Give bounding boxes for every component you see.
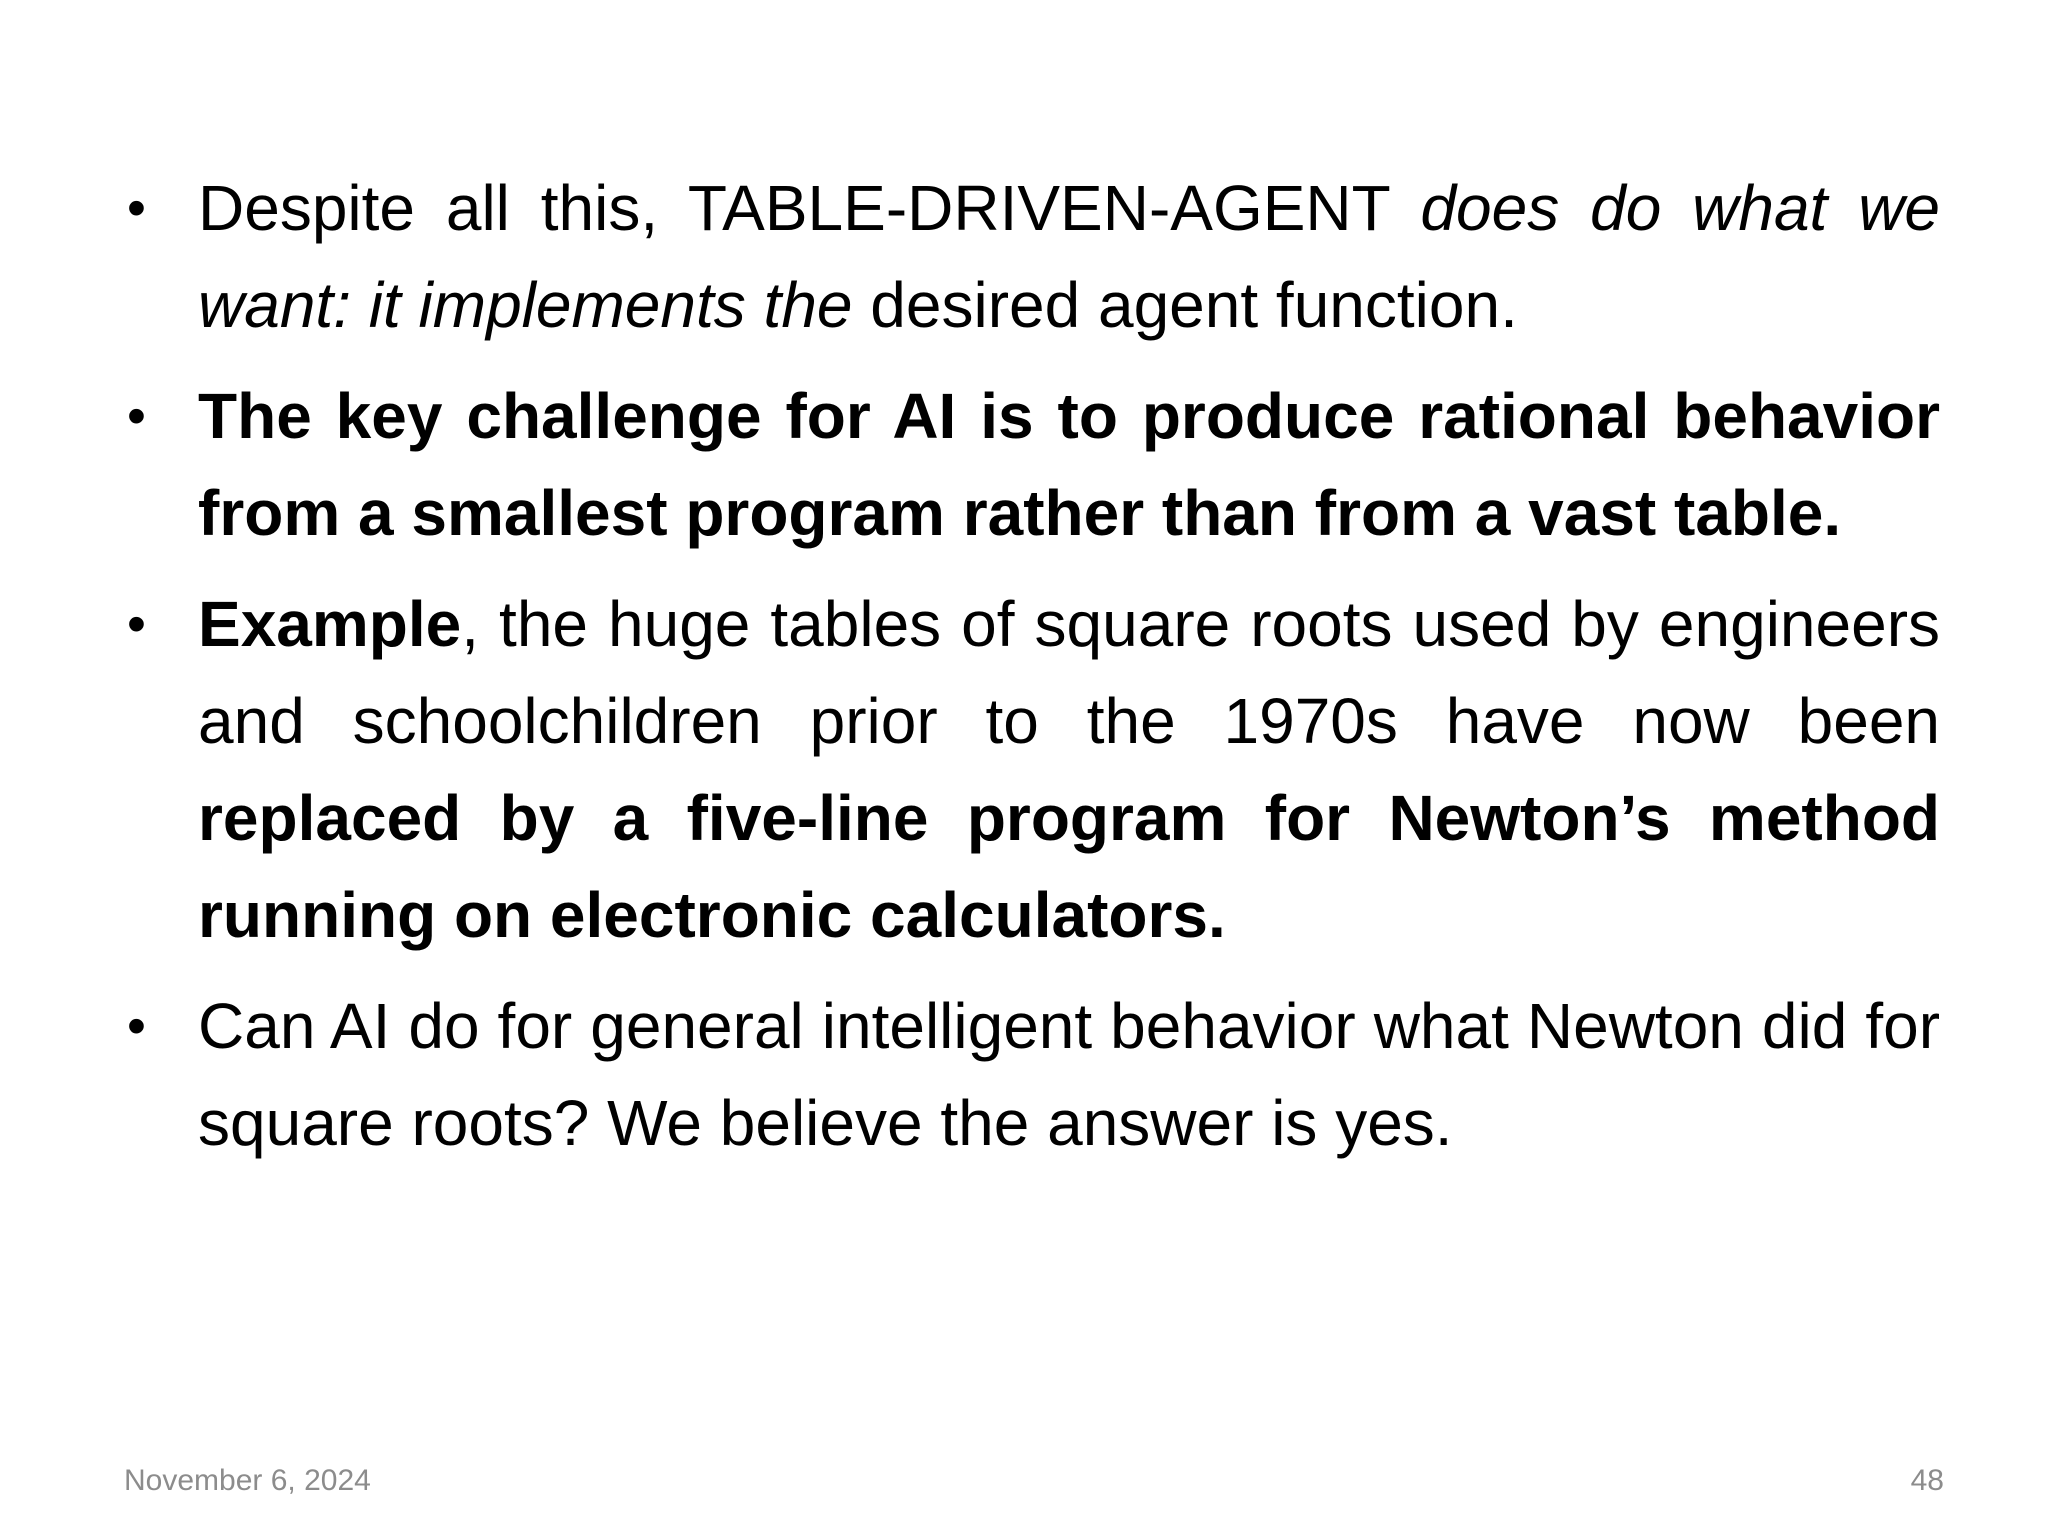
text-segment: Can AI do for general intelligent behavior what Newton did for square roots? We believe the answer is yes. — [198, 990, 1940, 1159]
page-number: 48 — [1910, 1464, 1944, 1497]
bullet-dot-icon: • — [127, 178, 146, 238]
text-segment: , the huge tables of square roots used by engineers and schoolchildren prior to the 1970s have now been — [198, 588, 1940, 757]
bullet-text — [198, 588, 1940, 951]
bullet-text — [198, 380, 1940, 549]
text-segment-bold: The key challenge for AI is to produce rational behavior from a smallest program rather than from a vast table. — [198, 380, 1940, 549]
bullet-item — [120, 160, 1940, 354]
bullet-item — [120, 368, 1940, 562]
bullet-item — [120, 576, 1940, 964]
bullet-dot-icon: • — [127, 996, 146, 1056]
text-segment-bold: replaced by a five-line program for Newton’s method running on electronic calculators. — [198, 782, 1940, 951]
bullet-list — [120, 160, 1940, 1186]
bullet-dot-icon: • — [127, 386, 146, 446]
text-segment-italic: does do what we want: it implements the — [198, 172, 1941, 341]
footer-date: November 6, 2024 — [124, 1464, 371, 1497]
text-segment-bold: Example — [198, 588, 462, 660]
bullet-text — [198, 990, 1940, 1159]
bullet-text — [198, 172, 1940, 341]
text-segment: desired agent function. — [852, 269, 1518, 341]
text-segment: Despite all this, TABLE-DRIVEN-AGENT — [198, 172, 1421, 244]
bullet-item — [120, 978, 1940, 1172]
bullet-dot-icon: • — [127, 594, 146, 654]
